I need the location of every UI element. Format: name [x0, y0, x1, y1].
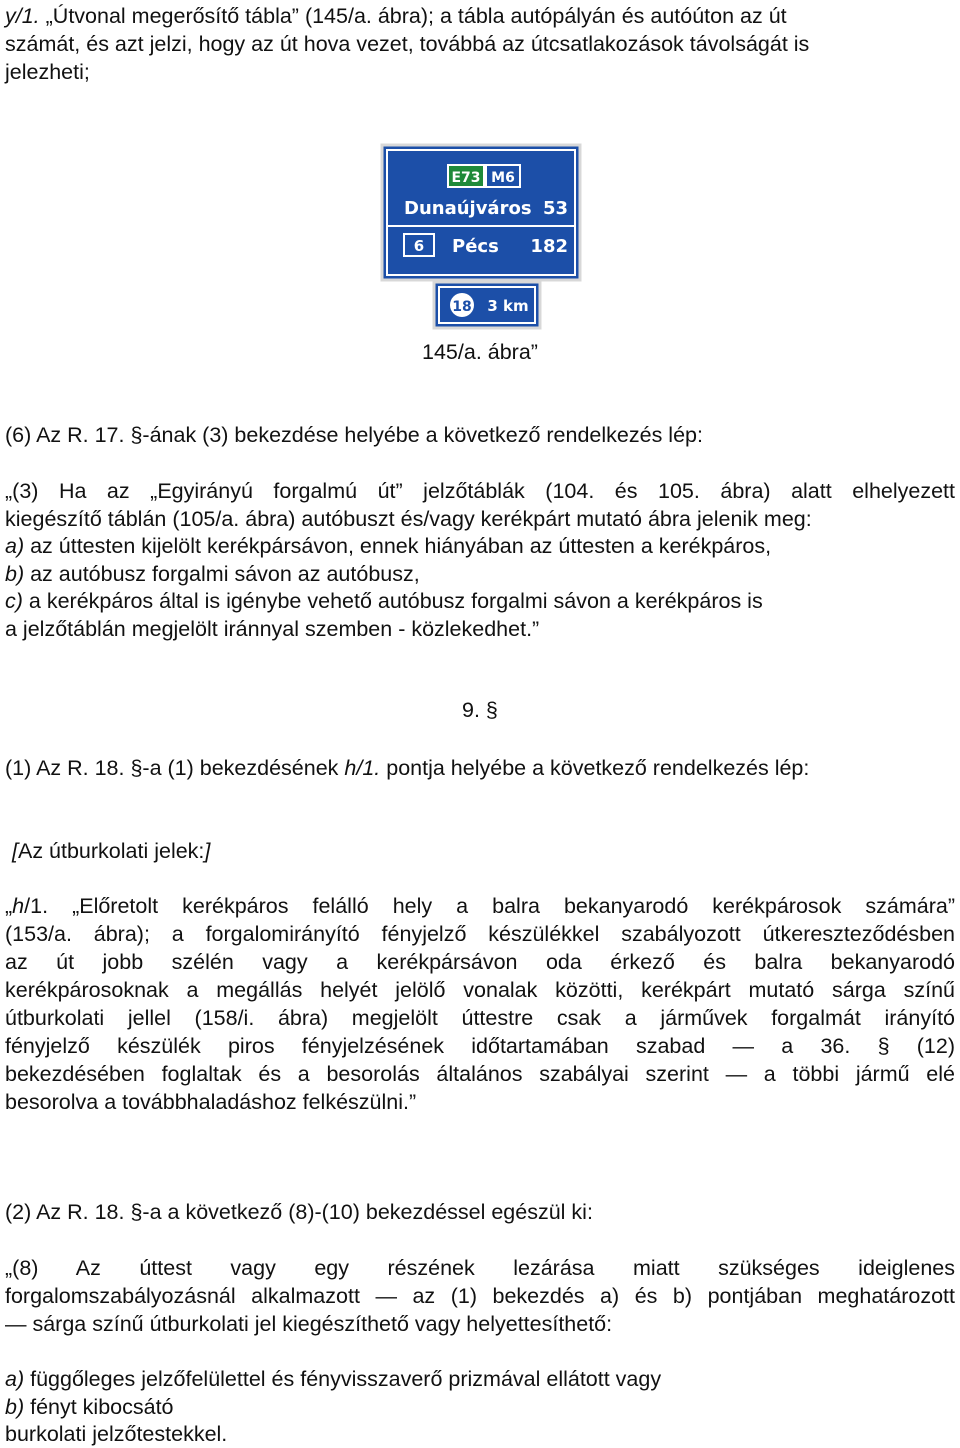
p1-line3: jelezheti;	[5, 60, 90, 84]
p6-line3: az út jobb szélén vagy a kerékpársávon oda érkező és balra bekanyarodó	[5, 950, 955, 974]
destination-1: Dunaújváros	[404, 198, 532, 219]
p3-line-last: a jelzőtáblán megjelölt iránnyal szemben - közlekedhet.”	[5, 617, 540, 641]
figure-caption: 145/a. ábra”	[422, 340, 538, 364]
distance-2: 182	[530, 236, 568, 257]
p1-line2: számát, és azt jelzi, hogy az út hova vezet, továbbá az útcsatlakozások távolságát is	[5, 32, 810, 56]
p8-line2: forgalomszabályozásnál alkalmazott — az (1) bekezdés a) és b) pontjában meghatározott	[5, 1284, 955, 1308]
p3-line1: „(3) Ha az „Egyirányú forgalmú út” jelzőtáblák (104. és 105. ábra) alatt elhelyezett	[5, 479, 955, 503]
p6-line2: (153/a. ábra); a forgalomirányító fényjelző készülékkel szabályozott útkereszteződésben	[5, 922, 955, 946]
p6-line1: „h/1. „Előretolt kerékpáros felálló hely a balra bekanyarodó kerékpárosok számára”	[5, 894, 955, 918]
p6-line8: besorolva a továbbhaladáshoz felkészülni.”	[5, 1090, 417, 1114]
m-road-number: M6	[491, 170, 515, 186]
figure-145a	[374, 112, 588, 332]
p6-line5: útburkolati jellel (158/i. ábra) megjelölt úttestre csak a járművek forgalmát irányító	[5, 1006, 955, 1030]
p2: (6) Az R. 17. §-ának (3) bekezdése helyébe a következő rendelkezés lép:	[5, 423, 703, 447]
list-item-a: a) függőleges jelzőfelülettel és fényvisszaverő prizmával ellátott vagy	[5, 1367, 662, 1391]
route-confirmation-sign	[374, 112, 588, 332]
p5: [Az útburkolati jelek:]	[12, 839, 211, 863]
p1-line1: y/1. „Útvonal megerősítő tábla” (145/a. ábra); a tábla autópályán és autóúton az út	[5, 4, 787, 28]
junction-distance: 3 km	[487, 297, 529, 315]
road-18-number: 18	[452, 299, 472, 315]
road-6-number: 6	[413, 237, 425, 255]
destination-2: Pécs	[452, 236, 499, 257]
p4: (1) Az R. 18. §-a (1) bekezdésének h/1. pontja helyébe a következő rendelkezés lép:	[5, 756, 810, 780]
p6-line6: fényjelző készülék piros fényjelzésének időtartamában szabad — a 36. § (12)	[5, 1034, 955, 1058]
p3-line2: kiegészítő táblán (105/a. ábra) autóbuszt és/vagy kerékpárt mutató ábra jelenik meg:	[5, 507, 812, 531]
p8-line1: „(8) Az úttest vagy egy részének lezárása miatt szükséges ideiglenes	[5, 1256, 955, 1280]
p8-line3: — sárga színű útburkolati jel kiegészíthető vagy helyettesíthető:	[5, 1312, 613, 1336]
p3-item-a: a) az úttesten kijelölt kerékpársávon, ennek hiányában az úttesten a kerékpáros,	[5, 534, 772, 558]
p3-item-b: b) az autóbusz forgalmi sávon az autóbusz,	[5, 562, 420, 586]
p3-item-c: c) a kerékpáros által is igénybe vehető autóbusz forgalmi sávon a kerékpáros is	[5, 589, 763, 613]
list-item-b: b) fényt kibocsátó	[5, 1395, 174, 1419]
p6-line7: bekezdésében foglaltak és a besorolás általános szabályai szerint — a többi jármű elé	[5, 1062, 955, 1086]
item-label: y/1.	[5, 4, 40, 28]
p7: (2) Az R. 18. §-a a következő (8)-(10) bekezdéssel egészül ki:	[5, 1200, 593, 1224]
e-road-number: E73	[451, 170, 481, 186]
section-number: 9. §	[462, 698, 498, 722]
p6-line4: kerékpárosoknak a megállás helyét jelölő vonalak közötti, kerékpárt mutató sárga színű	[5, 978, 955, 1002]
distance-1: 53	[542, 198, 568, 219]
list-item-c: burkolati jelzőtestekkel.	[5, 1422, 228, 1446]
